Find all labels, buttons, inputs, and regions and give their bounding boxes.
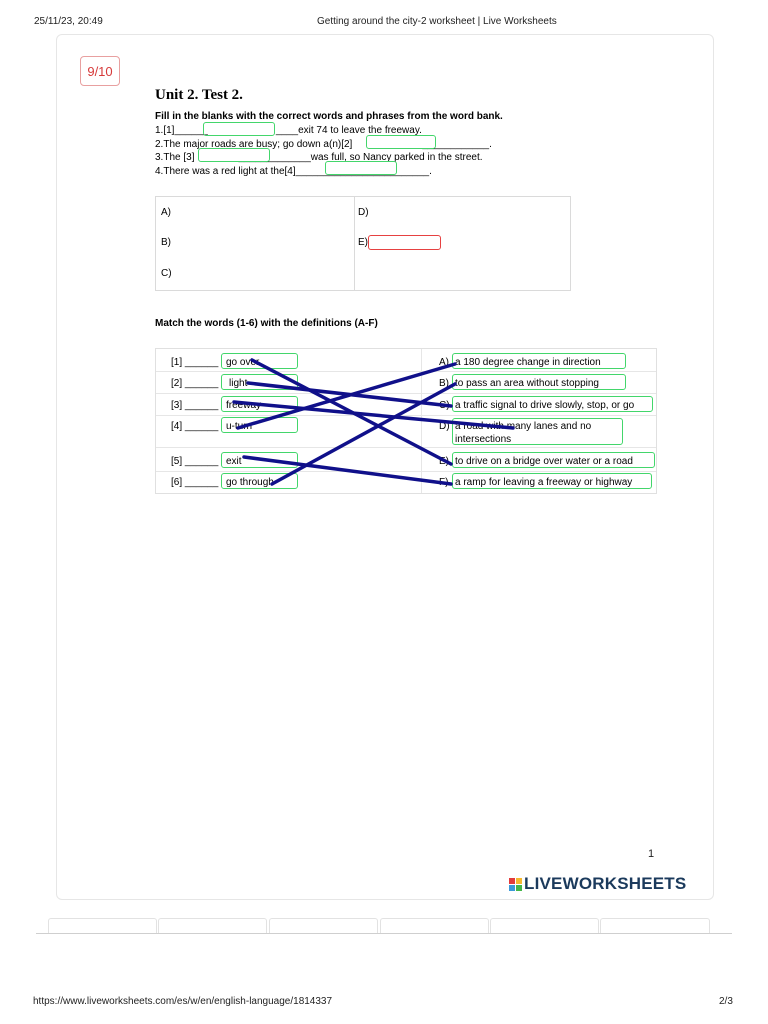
page-tab-strip <box>48 918 712 934</box>
worksheet-page-number: 1 <box>648 848 655 860</box>
sentence-4-rest: ________________________. <box>295 166 432 177</box>
match-left-5-label: [5] <box>171 456 183 467</box>
match-def-a: a 180 degree change in direction <box>455 357 601 368</box>
sentence-3-rest: _____________was full, so Nancy parked in the street. <box>238 152 483 163</box>
sentence-2-start: 2.The major roads are busy; go down a(n)[2] <box>155 139 353 150</box>
word-bank-label-a: A) <box>161 207 171 218</box>
match-left-3-label: [3] <box>171 400 183 411</box>
match-title: Match the words (1-6) with the definitions (A-F) <box>155 318 378 329</box>
page-tab[interactable] <box>158 918 267 934</box>
match-left-6-label: [6] <box>171 477 183 488</box>
match-def-c: a traffic signal to drive slowly, stop, or go <box>455 400 635 411</box>
sentence-1-rest: ____exit 74 to leave the freeway. <box>275 125 422 136</box>
print-url: https://www.liveworksheets.com/es/w/en/english-language/1814337 <box>33 996 333 1007</box>
liveworksheets-logo <box>509 874 686 894</box>
match-word-1: go over <box>226 357 260 368</box>
logo-text: LIVEWORKSHEETS <box>524 874 687 893</box>
match-word-3: freeway <box>226 400 262 411</box>
liveworksheets-logo-icon <box>509 878 522 891</box>
match-left-3-blank: ______ <box>184 400 219 411</box>
word-bank-label-b: B) <box>161 237 171 248</box>
word-bank-label-e: E) <box>358 237 368 248</box>
sentence-1-blank: ______ <box>174 125 208 136</box>
print-page-title: Getting around the city-2 worksheet | Live Worksheets <box>317 16 557 27</box>
word-bank-label-c: C) <box>161 268 172 279</box>
match-left-1-label: [1] <box>171 357 183 368</box>
match-def-e: to drive on a bridge over water or a road <box>455 456 633 467</box>
match-left-4-blank: ______ <box>184 421 219 432</box>
page-tab[interactable] <box>380 918 489 934</box>
sentence-1-start: 1.[1] <box>155 125 175 136</box>
match-line-6-b <box>272 384 455 484</box>
match-word-2: light <box>229 378 248 389</box>
sentence-3-start: 3.The [3] <box>155 152 195 163</box>
worksheet-title: Unit 2. Test 2. <box>155 87 243 103</box>
match-left-2-label: [2] <box>171 378 183 389</box>
match-left-5-blank: ______ <box>184 456 219 467</box>
match-def-f: a ramp for leaving a freeway or highway <box>455 477 633 488</box>
match-letter-c: C) <box>439 400 450 411</box>
sentence-2-end: ____________. <box>422 139 492 150</box>
match-left-6-blank: ______ <box>184 477 219 488</box>
match-letter-e: E) <box>439 456 449 467</box>
match-def-b: to pass an area without stopping <box>455 378 599 389</box>
match-word-6: go through <box>226 477 274 488</box>
match-left-2-blank: ______ <box>184 378 219 389</box>
match-left-4-label: [4] <box>171 421 183 432</box>
match-word-4: u-turn <box>226 421 253 432</box>
tab-strip-baseline <box>36 933 732 934</box>
score-badge: 9/10 <box>80 56 120 86</box>
match-letter-a: A) <box>439 357 449 368</box>
page-tab[interactable] <box>490 918 599 934</box>
match-def-d: a road with many lanes and no intersections <box>455 421 592 445</box>
match-line-5-f <box>244 457 451 484</box>
word-bank-label-d: D) <box>358 207 369 218</box>
sentence-4-start: 4.There was a red light at the[4] <box>155 166 296 177</box>
match-word-5: exit <box>226 456 242 467</box>
instructions: Fill in the blanks with the correct words and phrases from the word bank. <box>155 111 503 122</box>
match-left-1-blank: ______ <box>184 357 219 368</box>
match-letter-f: F) <box>439 477 449 488</box>
page-tab[interactable] <box>48 918 157 934</box>
print-datetime: 25/11/23, 20:49 <box>34 16 103 27</box>
print-page-count: 2/3 <box>719 996 733 1007</box>
page-tab[interactable] <box>269 918 378 934</box>
match-letter-d: D) <box>439 421 450 432</box>
match-letter-b: B) <box>439 378 449 389</box>
page-tab[interactable] <box>600 918 710 934</box>
